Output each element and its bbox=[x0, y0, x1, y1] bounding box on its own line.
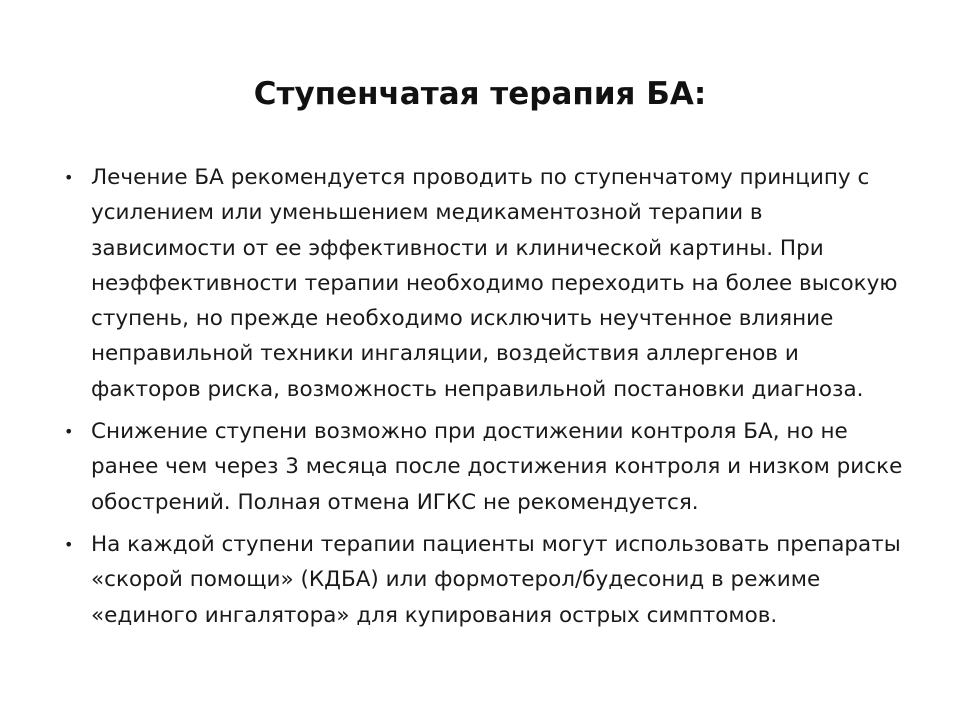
bullet-text: Лечение БА рекомендуется проводить по ступенчатому принципу с усилением или уменьшением медикаментозной терапии в зависимости от ее эффективности и клинической картины. При неэффективности терапии необходимо переходить на более высокую ступень, но прежде необходимо исключить неучтенное влияние неправильной техники ингаляции, воздействия аллергенов и факторов риска, возможность неправильной постановки диагноза. bbox=[91, 165, 898, 402]
bullet-item-step-down bbox=[64, 414, 904, 520]
bullet-list bbox=[64, 160, 904, 640]
bullet-dot-icon: • bbox=[64, 168, 74, 187]
bullet-item-treatment-principle bbox=[64, 160, 904, 407]
bullet-item-rescue-therapy bbox=[64, 527, 904, 633]
slide-title: Ступенчатая терапия БА: bbox=[253, 76, 707, 112]
bullet-text: На каждой ступени терапии пациенты могут использовать препараты «скорой помощи» (КДБА) или формотерол/будесонид в режиме «единого ингалятора» для купирования острых симптомов. bbox=[91, 531, 901, 628]
bullet-text: Снижение ступени возможно при достижении контроля БА, но не ранее чем через 3 месяца после достижения контроля и низком риске обострений. Полная отмена ИГКС не рекомендуется. bbox=[91, 419, 903, 515]
bullet-dot-icon: • bbox=[64, 422, 74, 442]
bullet-dot-icon: • bbox=[64, 534, 74, 554]
